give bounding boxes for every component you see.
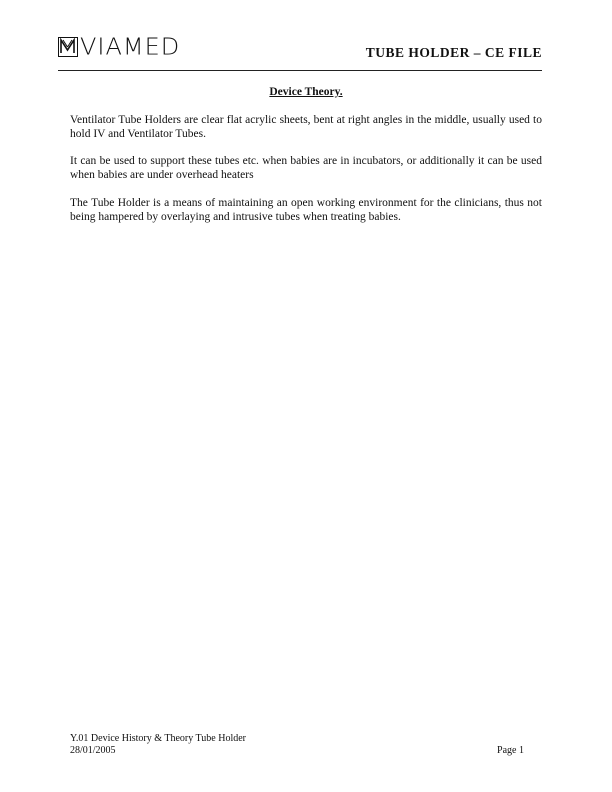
logo-text: VIAMED <box>80 33 181 61</box>
page-number: Page 1 <box>497 745 524 756</box>
footer-doc-ref: Y.01 Device History & Theory Tube Holder <box>70 733 247 744</box>
paragraph: Ventilator Tube Holders are clear flat acrylic sheets, bent at right angles in the middle, usually used to hold IV and Ventilator Tubes. <box>70 114 542 140</box>
footer-date: 28/01/2005 <box>70 745 116 756</box>
section-heading: Device Theory. <box>269 86 343 98</box>
document-header-title: TUBE HOLDER – CE FILE <box>365 45 542 60</box>
viamed-logo-mark-icon <box>58 37 78 57</box>
header-divider <box>58 70 542 71</box>
page-footer <box>70 733 542 757</box>
paragraph: It can be used to support these tubes etc. when babies are in incubators, or additionally it can be used when babies are under overhead heaters <box>70 155 542 181</box>
paragraph: The Tube Holder is a means of maintaining an open working environment for the clinicians, thus not being hampered by overlaying and intrusive tubes when treating babies. <box>70 197 542 223</box>
viamed-logo <box>58 33 181 61</box>
